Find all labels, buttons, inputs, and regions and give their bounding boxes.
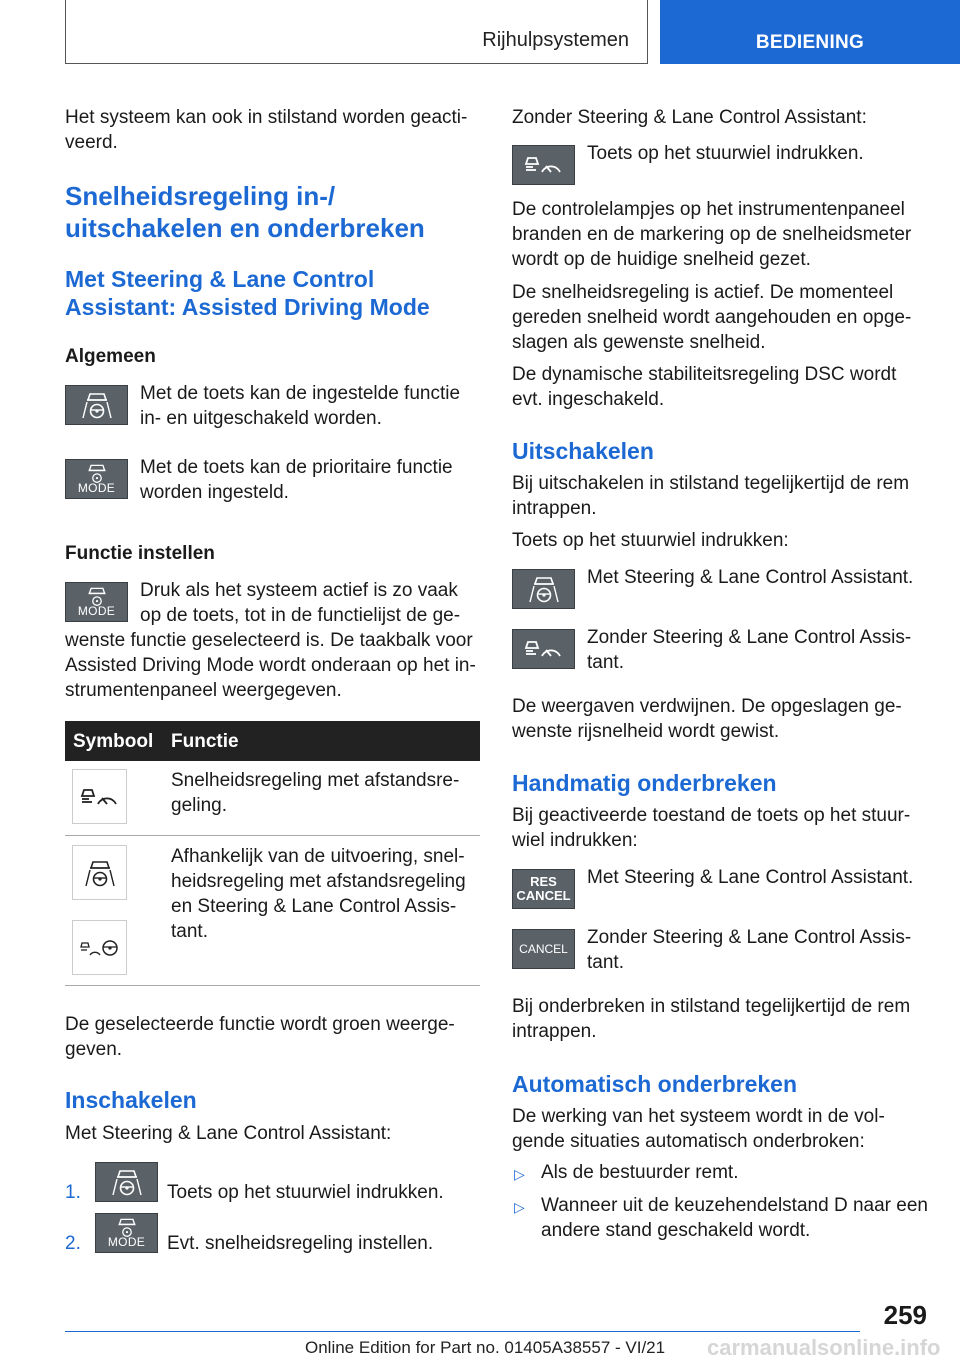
footer-edition: Online Edition for Part no. 01405A38557 - VI/21 bbox=[305, 1338, 666, 1357]
uit-text-1: Bij uitschakelen in stilstand tegelijkertijd de rem intrappen. bbox=[512, 473, 910, 519]
table-bottom-rule bbox=[65, 985, 480, 986]
uit-text-2: Toets op het stuurwiel indrukken: bbox=[512, 530, 789, 551]
heading-assisted-driving-mode: Met Steering & Lane Control Assistant: Assisted Driving Mode bbox=[65, 266, 430, 320]
uit-text-3: De weergaven verdwijnen. De opgeslagen ge- wenste rijsnelheid wordt gewist. bbox=[512, 696, 902, 742]
table-divider bbox=[65, 835, 480, 836]
acc-button-icon bbox=[512, 629, 575, 669]
page-number: 259 bbox=[883, 1300, 927, 1330]
right-paragraph-3: De dynamische stabiliteitsregeling DSC wordt evt. ingeschakeld. bbox=[512, 364, 897, 410]
right-paragraph-1: De controlelampjes op het instrumentenpaneel branden en de markering op de snelheidsmeter wordt op de huidige snelheid gezet. bbox=[512, 199, 912, 270]
intro-text: Het systeem kan ook in stilstand worden geacti- veerd. bbox=[65, 107, 468, 153]
algemeen-text-2: Met de toets kan de prioritaire functie worden ingesteld. bbox=[140, 457, 453, 503]
step-1-text: Toets op het stuurwiel indrukken. bbox=[167, 1182, 444, 1203]
step-1-number: 1. bbox=[65, 1182, 81, 1203]
footer-rule bbox=[65, 1331, 860, 1332]
header-chapter-tab[interactable]: BEDIENING bbox=[660, 0, 960, 64]
after-table-text: De geselecteerde functie wordt groen weerge- geven. bbox=[65, 1014, 455, 1060]
hand-text-2: Bij onderbreken in stilstand tegelijkertijd de rem intrappen. bbox=[512, 996, 911, 1042]
mode-button-icon: MODE bbox=[95, 1213, 158, 1253]
algemeen-text-1: Met de toets kan de ingestelde functie in- en uitgeschakeld worden. bbox=[140, 383, 461, 429]
hand-button-2-text: Zonder Steering & Lane Control Assis- tant. bbox=[587, 927, 912, 973]
heading-functie-instellen: Functie instellen bbox=[65, 543, 215, 564]
step-2-text: Evt. snelheidsregeling instellen. bbox=[167, 1233, 434, 1254]
bullet-triangle-icon: ▷ bbox=[514, 1199, 525, 1215]
functie-text-2: wenste functie geselecteerd is. De taakbalk voor Assisted Driving Mode wordt onderaan op het in- strumentenpaneel weergegeven. bbox=[65, 630, 476, 701]
bullet-2-text: Wanneer uit de keuzehendelstand D naar een andere stand geschakeld wordt. bbox=[541, 1195, 928, 1241]
acc-symbol-icon bbox=[72, 769, 127, 824]
heading-snelheidsregeling: Snelheidsregeling in-/ uitschakelen en onderbreken bbox=[65, 181, 425, 243]
inschakelen-intro: Met Steering & Lane Control Assistant: bbox=[65, 1123, 392, 1144]
table-header-functie: Functie bbox=[171, 731, 239, 752]
zonder-intro: Zonder Steering & Lane Control Assistant: bbox=[512, 107, 867, 128]
footer-watermark: carmanualsonline.info bbox=[707, 1335, 941, 1360]
assist-button-icon bbox=[95, 1162, 158, 1202]
mode-button-icon: MODE bbox=[65, 459, 128, 499]
assist-symbol-icon bbox=[72, 845, 127, 900]
bullet-1-text: Als de bestuurder remt. bbox=[541, 1162, 739, 1183]
header-section-box bbox=[65, 0, 648, 64]
table-header bbox=[65, 721, 480, 761]
uit-button-2-text: Zonder Steering & Lane Control Assis- tant. bbox=[587, 627, 912, 673]
uit-button-1-text: Met Steering & Lane Control Assistant. bbox=[587, 567, 914, 588]
step-2-number: 2. bbox=[65, 1233, 81, 1254]
functie-text-1: Druk als het systeem actief is zo vaak op de toets, tot in de functielijst de ge- bbox=[140, 580, 461, 626]
assist-acc-symbol-icon bbox=[72, 920, 127, 975]
table-header-symbool: Symbool bbox=[73, 731, 154, 752]
table-row-2-text: Afhankelijk van de uitvoering, snel- heidsregeling met afstandsregeling en Steering & Lane Control Assis- tant. bbox=[171, 846, 466, 942]
hand-text-1: Bij geactiveerde toestand de toets op het stuur- wiel indrukken: bbox=[512, 805, 911, 851]
cancel-button-icon: CANCEL bbox=[512, 929, 575, 969]
bullet-triangle-icon: ▷ bbox=[514, 1166, 525, 1182]
res-cancel-button-icon: RES CANCEL bbox=[512, 869, 575, 909]
assist-button-icon bbox=[65, 385, 128, 425]
header-section-title: Rijhulpsystemen bbox=[482, 29, 629, 51]
hand-button-1-text: Met Steering & Lane Control Assistant. bbox=[587, 867, 914, 888]
acc-button-icon bbox=[512, 145, 575, 185]
heading-automatisch: Automatisch onderbreken bbox=[512, 1071, 797, 1097]
mode-button-icon: MODE bbox=[65, 582, 128, 622]
right-paragraph-2: De snelheidsregeling is actief. De momenteel gereden snelheid wordt aangehouden en opge- slagen als gewenste snelheid. bbox=[512, 282, 912, 353]
heading-uitschakelen: Uitschakelen bbox=[512, 438, 654, 464]
heading-inschakelen: Inschakelen bbox=[65, 1087, 197, 1113]
heading-algemeen: Algemeen bbox=[65, 346, 156, 367]
heading-handmatig: Handmatig onderbreken bbox=[512, 770, 777, 796]
auto-text-1: De werking van het systeem wordt in de vol- gende situaties automatisch onderbroken: bbox=[512, 1106, 885, 1152]
zonder-btn-text: Toets op het stuurwiel indrukken. bbox=[587, 143, 864, 164]
assist-button-icon bbox=[512, 569, 575, 609]
table-row-1-text: Snelheidsregeling met afstandsre- geling. bbox=[171, 770, 460, 816]
